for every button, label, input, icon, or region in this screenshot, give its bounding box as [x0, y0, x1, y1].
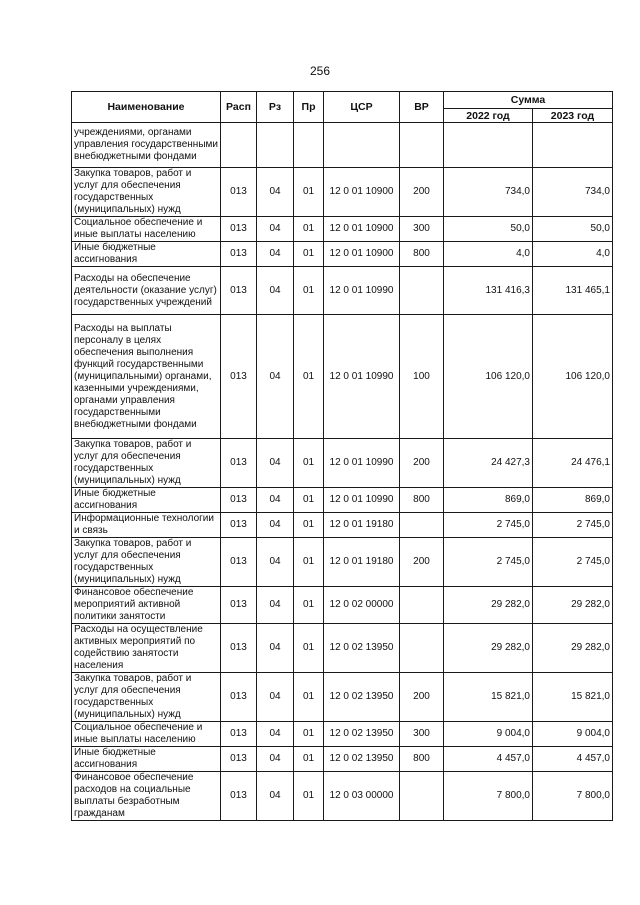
cell-name: Расходы на выплаты персоналу в целях обеспечения выполнения функций государственными (муниципальными) органами, казенными учреждениями, органами управления государственными внебюджетными фондами [72, 315, 221, 439]
cell-csr: 12 0 01 10900 [324, 242, 400, 267]
cell-sum-2023: 15 821,0 [533, 673, 613, 722]
cell-vr: 300 [400, 217, 444, 242]
cell-vr: 200 [400, 439, 444, 488]
header-pr: Пр [294, 92, 324, 123]
cell-pr: 01 [294, 267, 324, 315]
cell-sum-2022: 2 745,0 [444, 513, 533, 538]
cell-sum-2023: 869,0 [533, 488, 613, 513]
cell-rz: 04 [257, 315, 294, 439]
cell-name: Иные бюджетные ассигнования [72, 488, 221, 513]
cell-pr: 01 [294, 513, 324, 538]
cell-rasp: 013 [221, 722, 257, 747]
cell-sum-2022: 106 120,0 [444, 315, 533, 439]
header-csr: ЦСР [324, 92, 400, 123]
table-row [72, 315, 613, 439]
cell-rz: 04 [257, 513, 294, 538]
header-year-2022: 2022 год [444, 109, 533, 123]
cell-csr: 12 0 02 13950 [324, 722, 400, 747]
cell-vr: 200 [400, 538, 444, 587]
cell-sum-2022: 50,0 [444, 217, 533, 242]
cell-pr: 01 [294, 168, 324, 217]
cell-vr: 800 [400, 747, 444, 772]
cell-sum-2022: 131 416,3 [444, 267, 533, 315]
cell-rasp [221, 123, 257, 168]
cell-rz: 04 [257, 587, 294, 624]
table-row [72, 772, 613, 821]
cell-name: Расходы на осуществление активных мероприятий по содействию занятости населения [72, 624, 221, 673]
table-row [72, 722, 613, 747]
cell-rasp: 013 [221, 673, 257, 722]
cell-csr: 12 0 01 10990 [324, 488, 400, 513]
header-rasp: Расп [221, 92, 257, 123]
table-row [72, 747, 613, 772]
cell-vr: 800 [400, 242, 444, 267]
cell-sum-2022: 734,0 [444, 168, 533, 217]
cell-pr: 01 [294, 722, 324, 747]
cell-rasp: 013 [221, 624, 257, 673]
cell-rz [257, 123, 294, 168]
table-row [72, 242, 613, 267]
cell-csr: 12 0 01 10990 [324, 267, 400, 315]
cell-rasp: 013 [221, 168, 257, 217]
cell-pr: 01 [294, 747, 324, 772]
header-summa: Сумма [444, 92, 613, 109]
cell-sum-2022 [444, 123, 533, 168]
cell-name: Закупка товаров, работ и услуг для обеспечения государственных (муниципальных) нужд [72, 673, 221, 722]
cell-rz: 04 [257, 439, 294, 488]
cell-rz: 04 [257, 624, 294, 673]
cell-sum-2022: 869,0 [444, 488, 533, 513]
cell-rz: 04 [257, 673, 294, 722]
cell-csr: 12 0 02 13950 [324, 747, 400, 772]
cell-sum-2023: 4,0 [533, 242, 613, 267]
cell-rasp: 013 [221, 439, 257, 488]
cell-sum-2023: 2 745,0 [533, 513, 613, 538]
cell-sum-2022: 15 821,0 [444, 673, 533, 722]
cell-rasp: 013 [221, 267, 257, 315]
cell-rasp: 013 [221, 587, 257, 624]
cell-sum-2023: 29 282,0 [533, 587, 613, 624]
cell-csr: 12 0 01 10900 [324, 217, 400, 242]
cell-sum-2023: 24 476,1 [533, 439, 613, 488]
cell-vr: 200 [400, 673, 444, 722]
cell-vr: 300 [400, 722, 444, 747]
cell-rasp: 013 [221, 538, 257, 587]
cell-sum-2023: 106 120,0 [533, 315, 613, 439]
cell-vr [400, 513, 444, 538]
cell-pr: 01 [294, 439, 324, 488]
cell-csr: 12 0 01 10990 [324, 439, 400, 488]
cell-name: Финансовое обеспечение мероприятий активной политики занятости [72, 587, 221, 624]
cell-vr [400, 587, 444, 624]
table-body [72, 123, 613, 821]
cell-rz: 04 [257, 217, 294, 242]
cell-sum-2022: 24 427,3 [444, 439, 533, 488]
cell-name: учреждениями, органами управления государственными внебюджетными фондами [72, 123, 221, 168]
cell-name: Финансовое обеспечение расходов на социальные выплаты безработным гражданам [72, 772, 221, 821]
table-row [72, 217, 613, 242]
cell-rasp: 013 [221, 772, 257, 821]
cell-vr [400, 123, 444, 168]
cell-vr: 100 [400, 315, 444, 439]
table-row [72, 123, 613, 168]
cell-sum-2023: 131 465,1 [533, 267, 613, 315]
table-row [72, 168, 613, 217]
cell-name: Социальное обеспечение и иные выплаты населению [72, 722, 221, 747]
cell-name: Социальное обеспечение и иные выплаты населению [72, 217, 221, 242]
cell-rasp: 013 [221, 217, 257, 242]
table-header [72, 92, 613, 123]
cell-name: Расходы на обеспечение деятельности (оказание услуг) государственных учреждений [72, 267, 221, 315]
cell-csr: 12 0 02 13950 [324, 624, 400, 673]
cell-vr: 800 [400, 488, 444, 513]
cell-vr [400, 772, 444, 821]
cell-sum-2023: 29 282,0 [533, 624, 613, 673]
cell-pr: 01 [294, 673, 324, 722]
cell-name: Закупка товаров, работ и услуг для обеспечения государственных (муниципальных) нужд [72, 538, 221, 587]
header-rz: Рз [257, 92, 294, 123]
cell-pr: 01 [294, 538, 324, 587]
table-row [72, 624, 613, 673]
table-row [72, 587, 613, 624]
header-year-2023: 2023 год [533, 109, 613, 123]
cell-rz: 04 [257, 168, 294, 217]
cell-rz: 04 [257, 488, 294, 513]
cell-pr: 01 [294, 315, 324, 439]
cell-sum-2023: 2 745,0 [533, 538, 613, 587]
cell-sum-2023 [533, 123, 613, 168]
cell-pr: 01 [294, 772, 324, 821]
table-row [72, 513, 613, 538]
cell-vr [400, 624, 444, 673]
cell-pr: 01 [294, 242, 324, 267]
cell-csr: 12 0 01 10900 [324, 168, 400, 217]
cell-sum-2023: 4 457,0 [533, 747, 613, 772]
cell-sum-2022: 4,0 [444, 242, 533, 267]
cell-rz: 04 [257, 538, 294, 587]
cell-rz: 04 [257, 747, 294, 772]
cell-rasp: 013 [221, 315, 257, 439]
table-row [72, 538, 613, 587]
cell-pr: 01 [294, 624, 324, 673]
table-row [72, 673, 613, 722]
cell-sum-2023: 9 004,0 [533, 722, 613, 747]
cell-sum-2022: 29 282,0 [444, 587, 533, 624]
cell-pr: 01 [294, 587, 324, 624]
cell-sum-2022: 9 004,0 [444, 722, 533, 747]
cell-csr: 12 0 01 19180 [324, 513, 400, 538]
table-row [72, 267, 613, 315]
cell-csr: 12 0 02 00000 [324, 587, 400, 624]
cell-rasp: 013 [221, 242, 257, 267]
cell-csr: 12 0 01 19180 [324, 538, 400, 587]
cell-name: Информационные технологии и связь [72, 513, 221, 538]
cell-vr [400, 267, 444, 315]
cell-rz: 04 [257, 772, 294, 821]
budget-table [71, 91, 613, 821]
cell-sum-2022: 2 745,0 [444, 538, 533, 587]
cell-csr: 12 0 01 10990 [324, 315, 400, 439]
cell-sum-2022: 29 282,0 [444, 624, 533, 673]
table-row [72, 488, 613, 513]
cell-name: Иные бюджетные ассигнования [72, 747, 221, 772]
table-row [72, 439, 613, 488]
cell-csr: 12 0 03 00000 [324, 772, 400, 821]
cell-sum-2023: 734,0 [533, 168, 613, 217]
cell-rz: 04 [257, 267, 294, 315]
cell-name: Закупка товаров, работ и услуг для обеспечения государственных (муниципальных) нужд [72, 168, 221, 217]
cell-rasp: 013 [221, 513, 257, 538]
cell-name: Закупка товаров, работ и услуг для обеспечения государственных (муниципальных) нужд [72, 439, 221, 488]
header-name: Наименование [72, 92, 221, 123]
page-number: 256 [309, 64, 331, 78]
cell-rasp: 013 [221, 747, 257, 772]
cell-pr [294, 123, 324, 168]
cell-csr: 12 0 02 13950 [324, 673, 400, 722]
cell-pr: 01 [294, 217, 324, 242]
cell-rasp: 013 [221, 488, 257, 513]
cell-rz: 04 [257, 722, 294, 747]
cell-pr: 01 [294, 488, 324, 513]
cell-sum-2022: 7 800,0 [444, 772, 533, 821]
cell-sum-2023: 50,0 [533, 217, 613, 242]
cell-rz: 04 [257, 242, 294, 267]
cell-sum-2022: 4 457,0 [444, 747, 533, 772]
cell-name: Иные бюджетные ассигнования [72, 242, 221, 267]
cell-sum-2023: 7 800,0 [533, 772, 613, 821]
cell-vr: 200 [400, 168, 444, 217]
header-vr: ВР [400, 92, 444, 123]
cell-csr [324, 123, 400, 168]
